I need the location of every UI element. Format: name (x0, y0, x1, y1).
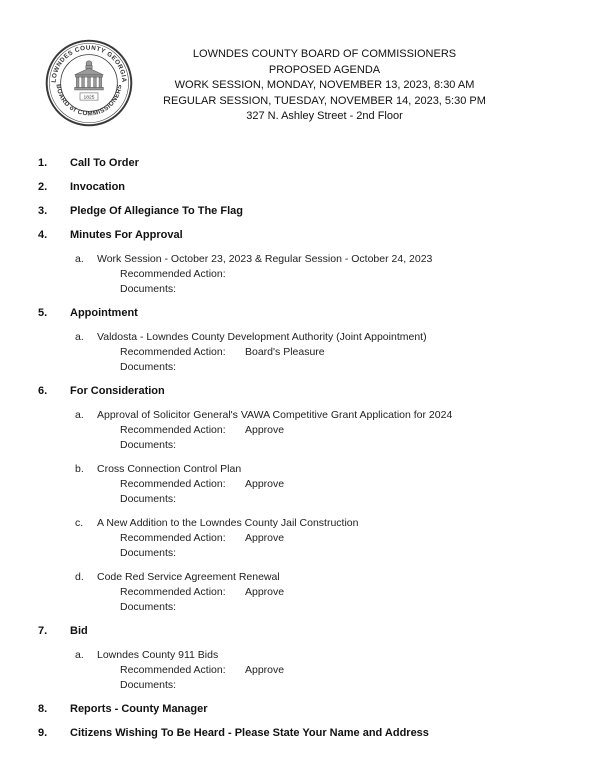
agenda-item-invocation (38, 180, 560, 195)
item-title: Appointment (70, 307, 138, 319)
recommended-action-value: Board's Pleasure (245, 346, 325, 358)
documents-value (245, 438, 560, 453)
subitem-valdosta-development-authority (75, 330, 560, 375)
documents-value (245, 492, 560, 507)
item-title: Pledge Of Allegiance To The Flag (70, 205, 243, 217)
subitem-code-red-renewal (75, 570, 560, 615)
subitem-title: Lowndes County 911 Bids (97, 649, 219, 661)
subitem-letter: a. (75, 649, 84, 661)
header-line-address: 327 N. Ashley Street - 2nd Floor (246, 110, 403, 122)
item-title: Call To Order (70, 157, 139, 169)
county-seal-graphic (44, 38, 134, 128)
item-number: 6. (38, 385, 48, 397)
header-title-block (134, 38, 560, 125)
header-line-proposed-agenda: PROPOSED AGENDA (268, 63, 381, 76)
item-number: 4. (38, 229, 48, 241)
item-number: 5. (38, 307, 48, 319)
item-number: 2. (38, 181, 48, 193)
documents-label: Documents: (120, 361, 177, 373)
agenda-item-call-to-order (38, 156, 560, 171)
agenda-item-pledge (38, 204, 560, 219)
documents-label: Documents: (120, 679, 177, 691)
recommended-action-value: Approve (245, 586, 285, 598)
recommended-action-value: Approve (245, 532, 285, 544)
subitem-cross-connection-plan (75, 462, 560, 507)
documents-label: Documents: (120, 493, 177, 505)
subitem-title: A New Addition to the Lowndes County Jail Construction (97, 517, 359, 529)
item-title: Minutes For Approval (70, 229, 183, 241)
recommended-action-label: Recommended Action: (120, 664, 226, 676)
recommended-action-label: Recommended Action: (120, 424, 226, 436)
document-header (38, 38, 560, 128)
recommended-action-value: Approve (245, 424, 285, 436)
subitem-title: Cross Connection Control Plan (97, 463, 242, 475)
recommended-action-value: Approve (245, 664, 285, 676)
item-number: 1. (38, 157, 48, 169)
recommended-action-label: Recommended Action: (120, 478, 226, 490)
agenda-item-reports-county-manager (38, 702, 560, 717)
agenda-item-for-consideration (38, 384, 560, 615)
documents-label: Documents: (120, 283, 177, 295)
header-line-work-session: WORK SESSION, MONDAY, NOVEMBER 13, 2023, 8:30 AM (174, 79, 475, 91)
subitem-letter: b. (75, 463, 84, 475)
header-line-regular-session: REGULAR SESSION, TUESDAY, NOVEMBER 14, 2023, 5:30 PM (163, 94, 486, 107)
subitem-title: Work Session - October 23, 2023 & Regular Session - October 24, 2023 (97, 253, 433, 265)
header-line-organization: LOWNDES COUNTY BOARD OF COMMISSIONERS (192, 48, 457, 60)
recommended-action-value: Approve (245, 478, 285, 490)
subitem-title: Valdosta - Lowndes County Development Authority (Joint Appointment) (97, 331, 427, 343)
item-title: Bid (70, 625, 88, 637)
subitem-vawa-grant (75, 408, 560, 453)
documents-label: Documents: (120, 547, 177, 559)
documents-label: Documents: (120, 439, 177, 451)
agenda-item-bid (38, 624, 560, 693)
subitem-letter: d. (75, 571, 84, 583)
documents-value (245, 678, 560, 693)
subitem-title: Approval of Solicitor General's VAWA Competitive Grant Application for 2024 (97, 409, 453, 421)
seal-top-text: LOWNDES COUNTY GEORGIA (50, 44, 128, 83)
recommended-action-label: Recommended Action: (120, 346, 226, 358)
item-title: Reports - County Manager (70, 703, 208, 715)
item-number: 3. (38, 205, 48, 217)
subitem-letter: a. (75, 331, 84, 343)
item-number: 8. (38, 703, 48, 715)
subitem-work-session-minutes (75, 252, 560, 297)
item-number: 9. (38, 727, 48, 739)
subitem-letter: a. (75, 253, 84, 265)
agenda-item-citizens-to-be-heard (38, 726, 560, 741)
agenda-item-minutes-for-approval (38, 228, 560, 297)
subitem-jail-addition (75, 516, 560, 561)
documents-value (245, 546, 560, 561)
recommended-action-value (245, 267, 560, 282)
seal-bottom-text: BOARD of COMMISSIONERS (54, 83, 124, 118)
agenda-list (38, 156, 560, 741)
documents-label: Documents: (120, 601, 177, 613)
recommended-action-label: Recommended Action: (120, 532, 226, 544)
item-title: For Consideration (70, 385, 165, 397)
seal-year-text: 1825 (83, 95, 95, 101)
recommended-action-label: Recommended Action: (120, 268, 226, 280)
recommended-action-label: Recommended Action: (120, 586, 226, 598)
subitem-letter: a. (75, 409, 84, 421)
documents-value (245, 600, 560, 615)
documents-value (245, 360, 560, 375)
subitem-911-bids (75, 648, 560, 693)
subitem-title: Code Red Service Agreement Renewal (97, 571, 280, 583)
subitem-letter: c. (75, 517, 84, 529)
documents-value (245, 282, 560, 297)
item-title: Invocation (70, 181, 126, 193)
item-title: Citizens Wishing To Be Heard - Please State Your Name and Address (70, 727, 429, 739)
item-number: 7. (38, 625, 48, 637)
county-seal (44, 38, 134, 128)
agenda-item-appointment (38, 306, 560, 375)
